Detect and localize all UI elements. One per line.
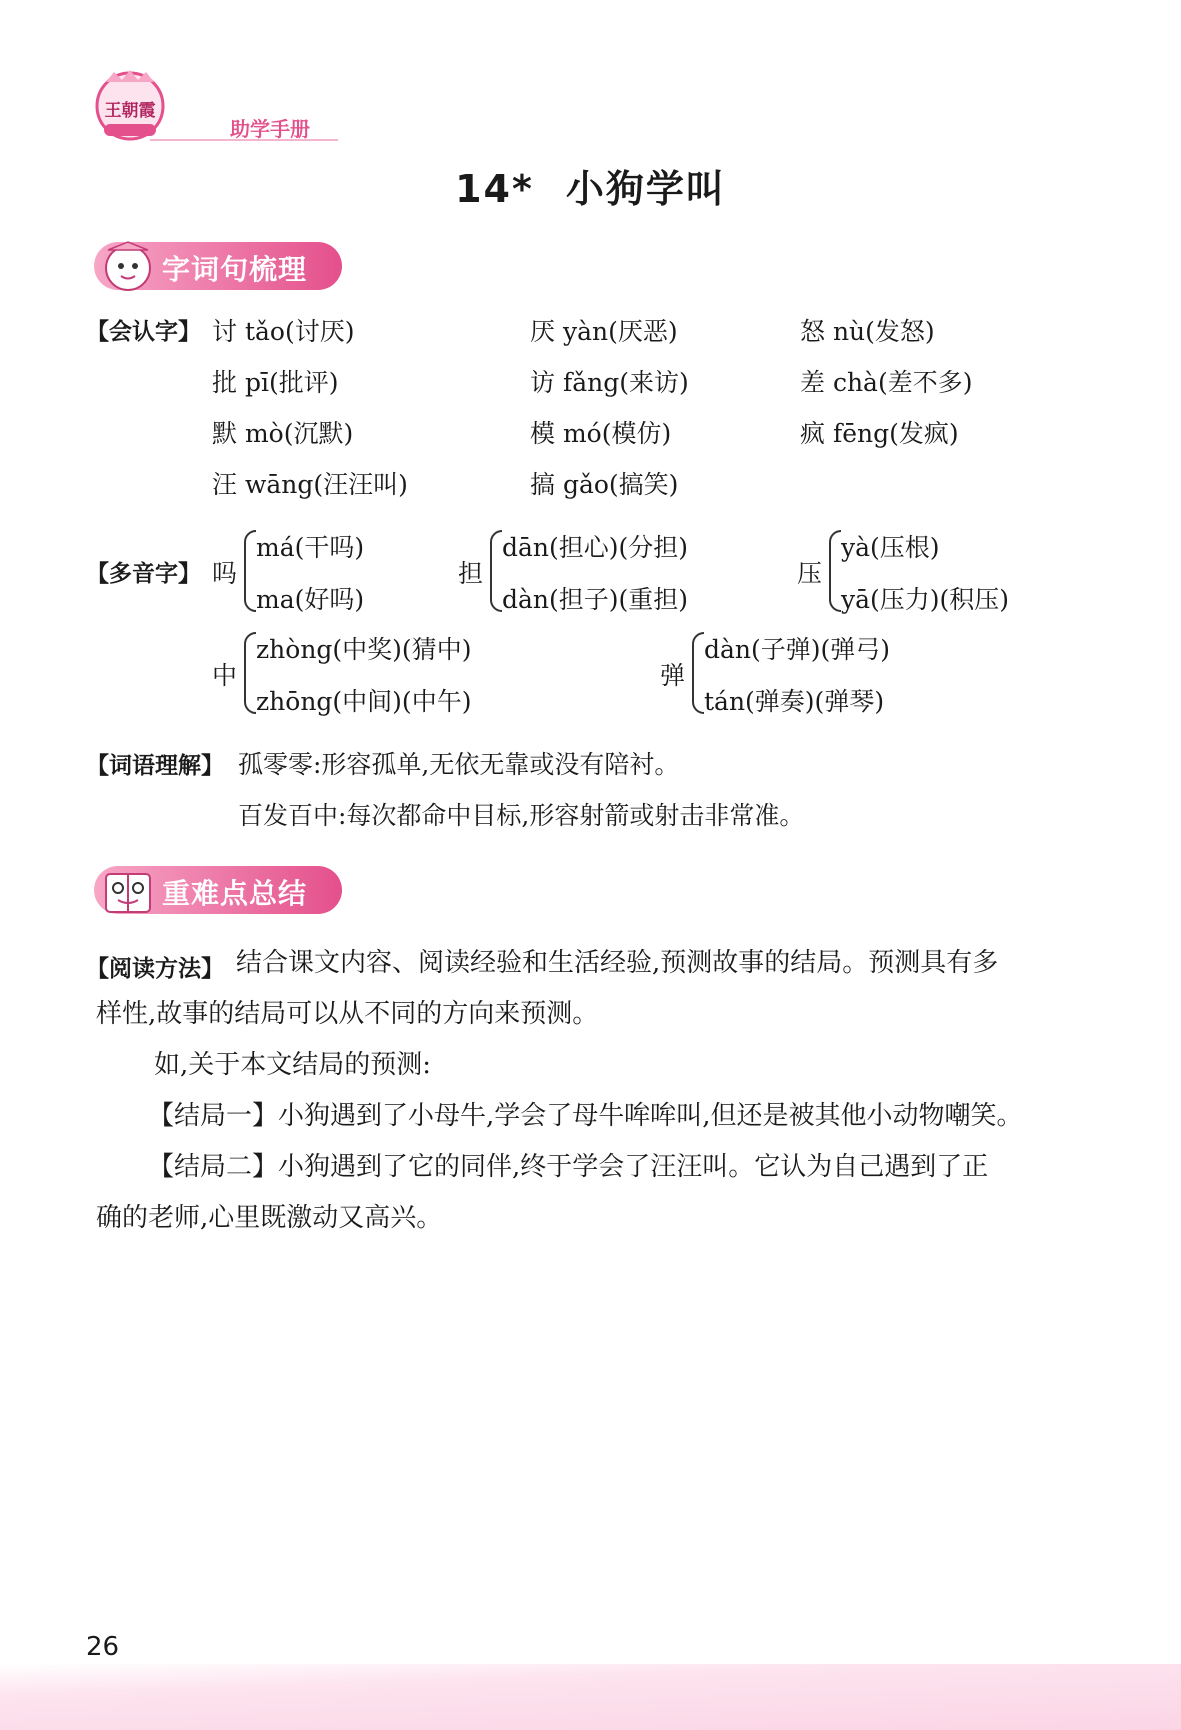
section-banner-key-points — [94, 866, 342, 914]
header-label: 助学手册 — [230, 117, 310, 141]
polyphone-reading: ma(好吗) — [256, 585, 365, 614]
recognize-item: 批 pī(批评) — [212, 368, 339, 397]
recognize-item: 模 mó(模仿) — [530, 419, 672, 448]
lesson-title-text: 小狗学叫 — [565, 167, 726, 211]
reading-intro: 如,关于本文结局的预测: — [154, 1050, 432, 1080]
ending-one: 【结局一】小狗遇到了小母牛,学会了母牛哞哞叫,但还是被其他小动物嘲笑。 — [148, 1101, 1023, 1131]
recognize-item: 汪 wāng(汪汪叫) — [212, 470, 408, 499]
recognize-item: 疯 fēng(发疯) — [800, 419, 959, 448]
recognize-item: 搞 gǎo(搞笑) — [530, 470, 679, 499]
polyphone-reading: tán(弹奏)(弹琴) — [704, 687, 885, 716]
logo-text: 王朝霞 — [104, 101, 156, 121]
recognize-label: 【会认字】 — [86, 319, 201, 345]
recognize-item: 怒 nù(发怒) — [800, 317, 935, 346]
book-mascot-icon — [98, 860, 160, 918]
word-definition: 孤零零:形容孤单,无依无靠或没有陪衬。 — [238, 750, 680, 779]
polyphone-reading: dān(担心)(分担) — [502, 533, 689, 562]
footer-band — [0, 1664, 1181, 1730]
polyphone-label: 【多音字】 — [86, 561, 201, 587]
polyphone-reading: dàn(担子)(重担) — [502, 585, 689, 614]
recognize-item: 访 fǎng(来访) — [530, 368, 689, 397]
polyphone-reading: yà(压根) — [841, 533, 940, 562]
brace — [244, 632, 256, 714]
polyphone-reading: zhōng(中间)(中午) — [256, 687, 472, 716]
reading-label: 【阅读方法】 — [86, 956, 224, 982]
mascot-icon — [98, 236, 160, 294]
lesson-number: 14* — [455, 167, 534, 211]
polyphone-char: 中 — [212, 661, 238, 690]
polyphone-reading: zhòng(中奖)(猜中) — [256, 635, 472, 664]
brace — [829, 530, 841, 612]
brace — [490, 530, 502, 612]
polyphone-reading: má(干吗) — [256, 533, 365, 562]
polyphone-reading: yā(压力)(积压) — [841, 585, 1010, 614]
brace — [692, 632, 704, 714]
word-definition: 百发百中:每次都命中目标,形容射箭或射击非常准。 — [238, 801, 805, 830]
section-title: 重难点总结 — [162, 877, 308, 910]
reading-text: 结合课文内容、阅读经验和生活经验,预测故事的结局。预测具有多 — [236, 948, 999, 978]
recognize-item: 默 mò(沉默) — [212, 419, 354, 448]
polyphone-char: 吗 — [212, 559, 238, 588]
section-title: 字词句梳理 — [162, 253, 308, 286]
polyphone-char: 担 — [458, 559, 484, 588]
ending-two: 【结局二】小狗遇到了它的同伴,终于学会了汪汪叫。它认为自己遇到了正 — [148, 1152, 989, 1182]
ending-two-continued: 确的老师,心里既激动又高兴。 — [96, 1203, 443, 1233]
page-number: 26 — [86, 1632, 120, 1662]
polyphone-char: 弹 — [660, 661, 686, 690]
lesson-title — [0, 158, 1181, 213]
recognize-item: 差 chà(差不多) — [800, 368, 973, 397]
recognize-item: 讨 tǎo(讨厌) — [212, 317, 355, 346]
recognize-item: 厌 yàn(厌恶) — [530, 317, 678, 346]
section-banner-vocabulary — [94, 242, 342, 290]
brace — [244, 530, 256, 612]
words-label: 【词语理解】 — [86, 753, 224, 779]
polyphone-char: 压 — [797, 559, 823, 588]
reading-text: 样性,故事的结局可以从不同的方向来预测。 — [96, 999, 599, 1029]
polyphone-reading: dàn(子弹)(弹弓) — [704, 635, 891, 664]
